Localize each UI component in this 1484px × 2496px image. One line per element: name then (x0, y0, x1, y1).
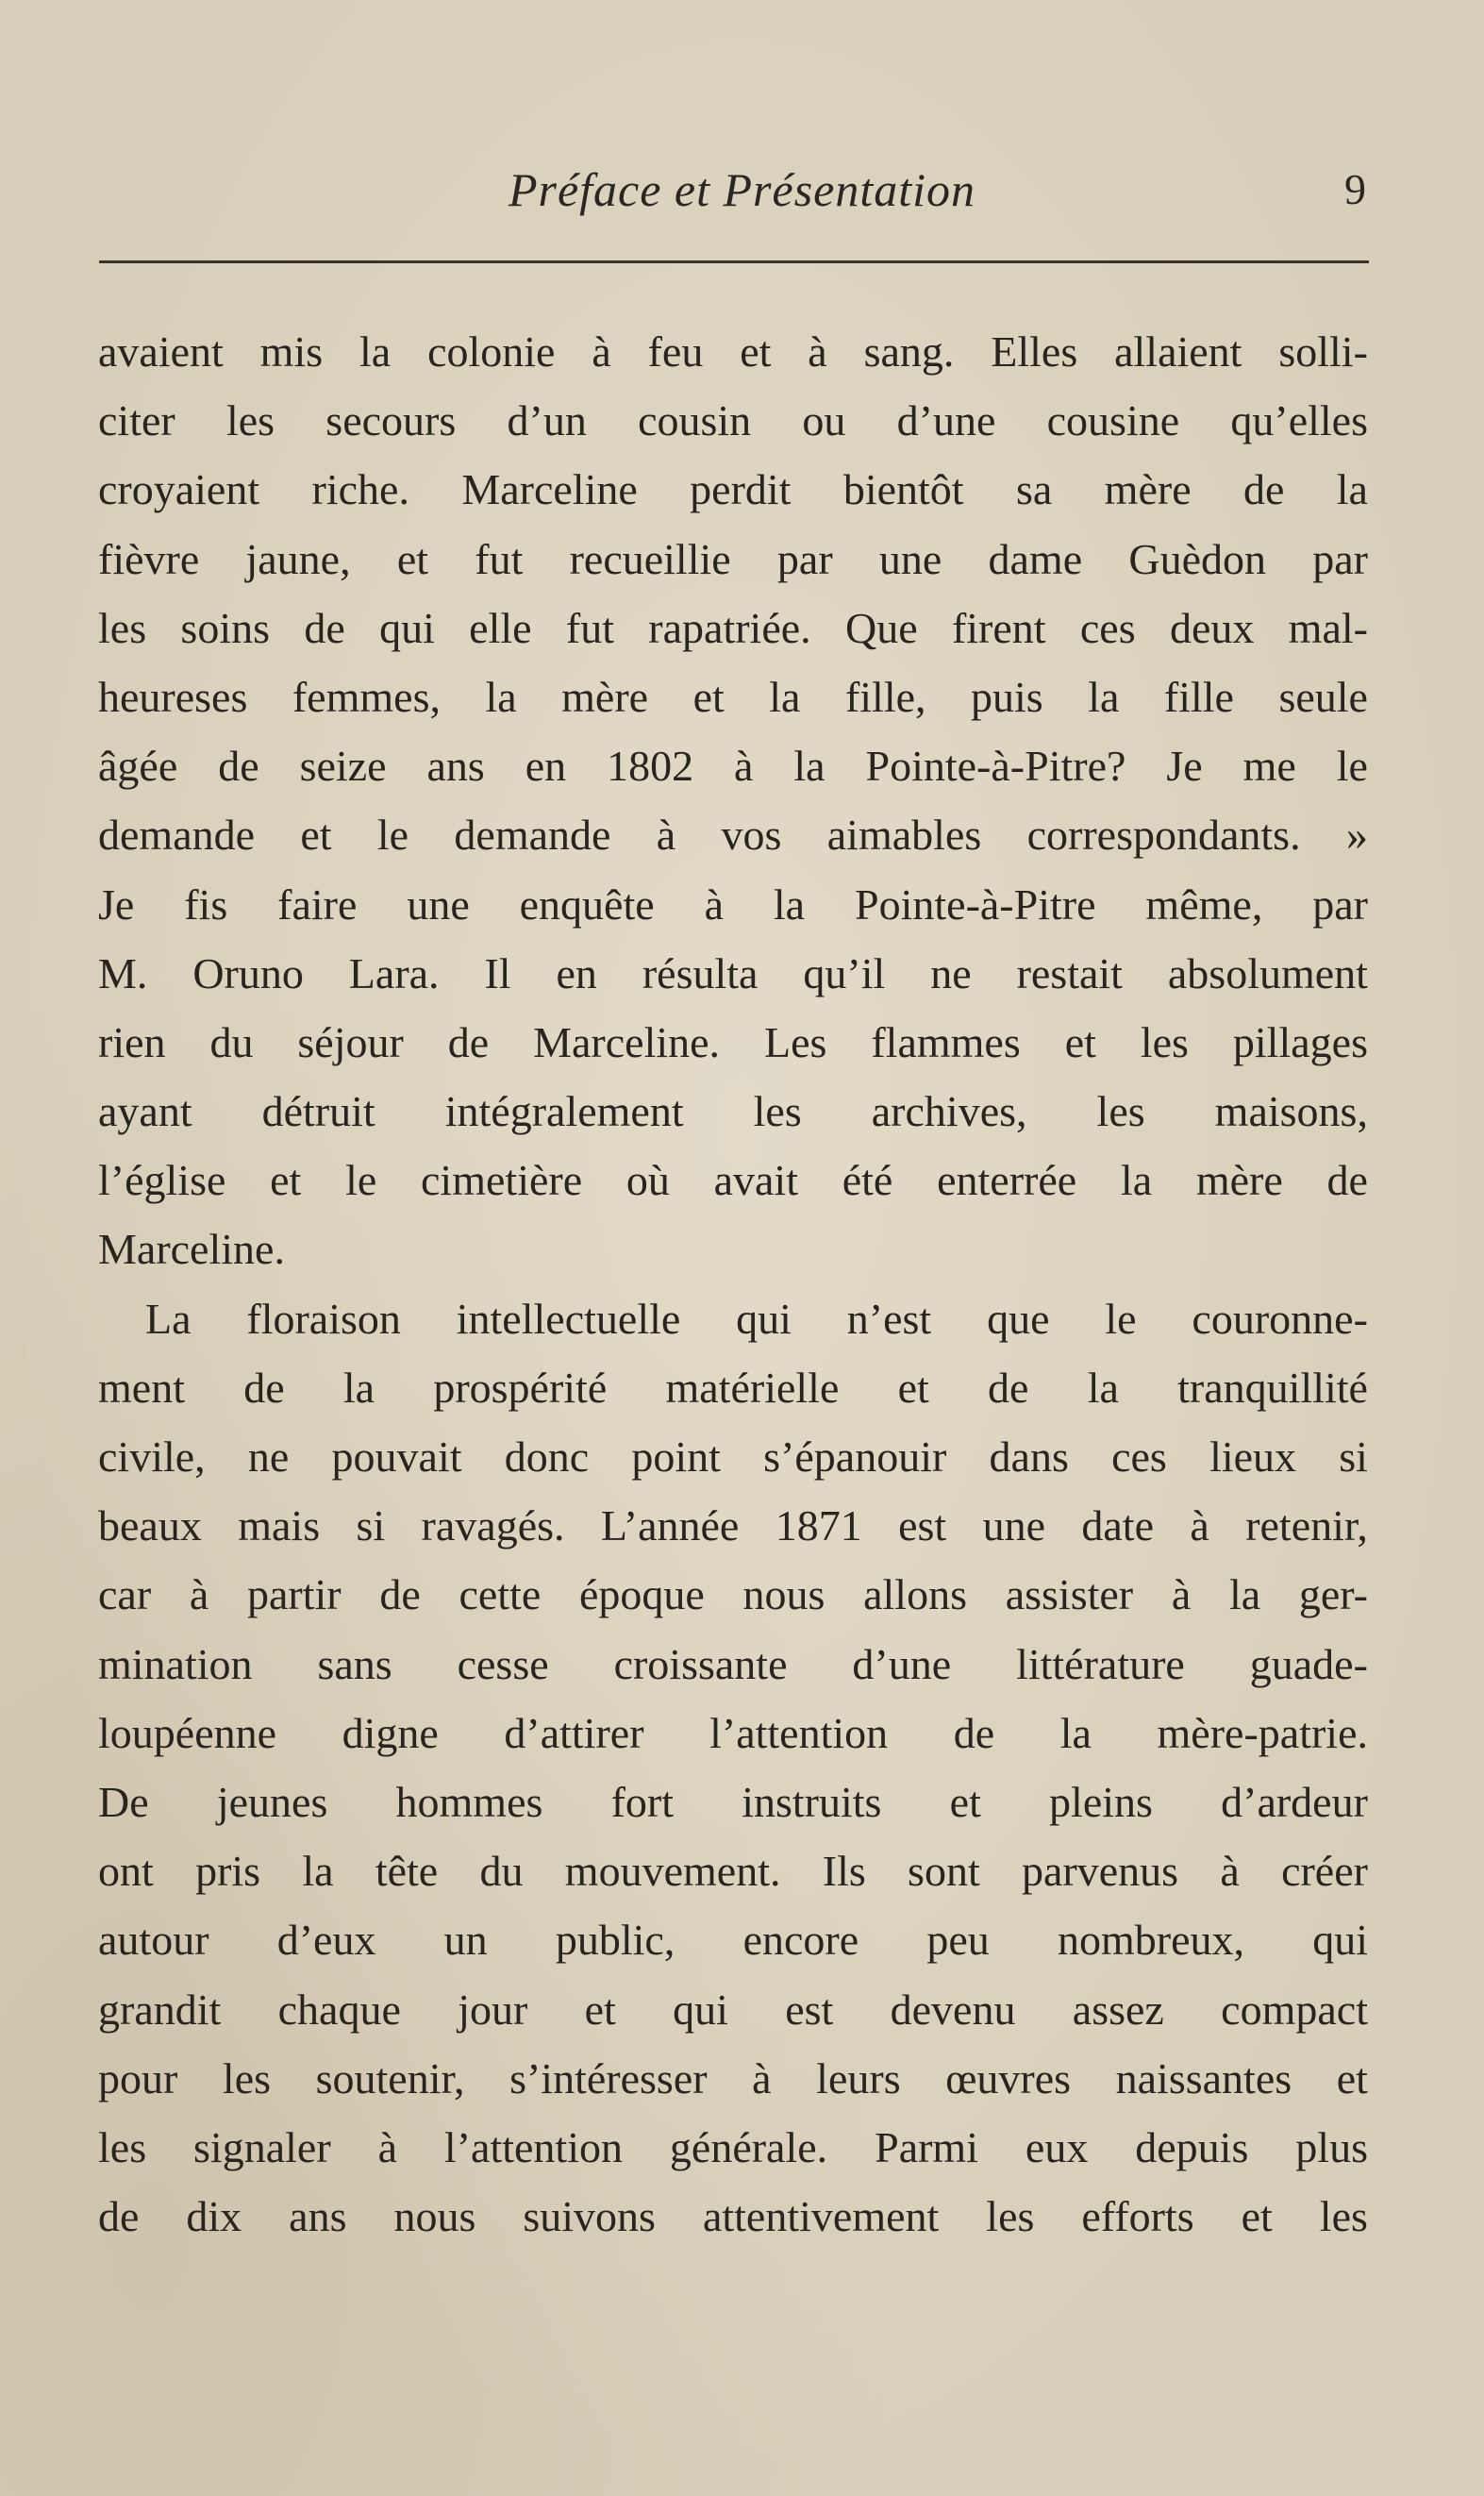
word: mère (1104, 465, 1192, 514)
word: âgée (98, 742, 178, 791)
word: autour (98, 1916, 209, 1965)
text-line (98, 525, 1368, 594)
text-line (98, 2182, 1368, 2251)
word: s’épanouir (763, 1432, 947, 1481)
word: à (1190, 1501, 1209, 1550)
word: de (1326, 1156, 1368, 1205)
word: et (300, 811, 332, 860)
word: pour (98, 2053, 178, 2102)
word: les (98, 603, 147, 652)
word: qu’elles (1230, 396, 1368, 445)
word: recueillie (569, 534, 731, 583)
word: que (987, 1294, 1050, 1343)
word: est (898, 1501, 947, 1550)
word: partir (246, 1570, 342, 1619)
word: citer (98, 396, 175, 445)
word: la (359, 327, 392, 376)
word: plus (1295, 2122, 1368, 2171)
word: demande (454, 811, 611, 860)
word: guade- (1249, 1639, 1368, 1688)
word: seule (1278, 672, 1368, 721)
word: solli- (1278, 327, 1368, 376)
word: digne (342, 1708, 439, 1757)
word: fort (610, 1777, 675, 1826)
word: œuvres (945, 2053, 1072, 2102)
word: Ils (822, 1847, 866, 1896)
word: Elles (991, 327, 1078, 376)
word: à (377, 2122, 397, 2171)
word: l’attention (709, 1708, 889, 1757)
word: cimetière (421, 1156, 583, 1205)
word: de (988, 1363, 1029, 1412)
word: loupéenne (98, 1708, 277, 1757)
text-line (98, 2044, 1368, 2113)
word: sang. (863, 327, 955, 376)
word: de (243, 1363, 285, 1412)
word: par (1312, 534, 1368, 583)
word: et (1241, 2192, 1273, 2241)
word: tête (375, 1847, 439, 1896)
word: mère (1195, 1156, 1283, 1205)
word: époque (578, 1570, 705, 1619)
word: été (842, 1156, 893, 1205)
word: pouvait (331, 1432, 462, 1481)
word: s’intéresser (509, 2053, 708, 2102)
word: si (356, 1501, 386, 1550)
word: beaux (98, 1501, 202, 1550)
word: Les (764, 1017, 827, 1066)
word: compact (1221, 1985, 1368, 2034)
word: sans (317, 1639, 392, 1688)
text-line (98, 1630, 1368, 1699)
word: à (704, 879, 724, 929)
word: Marceline. (98, 1225, 285, 1274)
text-line (98, 1905, 1368, 1974)
word: de (379, 1570, 421, 1619)
word: la (773, 879, 806, 929)
word: la (302, 1847, 334, 1896)
word: aimables (826, 811, 982, 860)
word: les (753, 1087, 802, 1136)
word: lieux (1209, 1432, 1297, 1481)
word: intellectuelle (456, 1294, 681, 1343)
text-line (98, 2113, 1368, 2182)
word: absolument (1167, 948, 1368, 997)
word: la (1059, 1708, 1092, 1757)
text-line (98, 1284, 1368, 1353)
word: femmes, (292, 672, 441, 721)
word: à (752, 2053, 772, 2102)
text-body (98, 317, 1368, 2251)
word: les (1096, 1087, 1145, 1136)
word: le (1105, 1294, 1137, 1343)
word: De (98, 1777, 149, 1826)
word: devenu (890, 1985, 1016, 2034)
word: tranquillité (1177, 1363, 1368, 1412)
word: Marceline. (533, 1017, 721, 1066)
word: le (376, 811, 409, 860)
word: soins (180, 603, 271, 652)
text-line (98, 731, 1368, 800)
word: Parmi (875, 2122, 978, 2171)
word: Je (1166, 742, 1203, 791)
word: d’ardeur (1221, 1777, 1368, 1826)
word: enquête (519, 879, 655, 929)
word: qui (736, 1294, 792, 1343)
word: dans (989, 1432, 1069, 1481)
word: fut (565, 603, 614, 652)
word: le (1336, 742, 1368, 791)
word: l’attention (443, 2122, 623, 2171)
word: naissantes (1115, 2053, 1292, 2102)
word: faire (277, 879, 358, 929)
word: couronne- (1192, 1294, 1368, 1343)
word: cousin (638, 396, 752, 445)
word: maisons, (1214, 1087, 1368, 1136)
word: résulta (642, 948, 759, 997)
word: croissante (613, 1639, 788, 1688)
word: la (769, 672, 801, 721)
word: de (304, 603, 345, 652)
word: ne (930, 948, 972, 997)
word: civile, (98, 1432, 206, 1481)
word: qui (379, 603, 435, 652)
text-line (98, 317, 1368, 386)
word: mal- (1288, 603, 1368, 652)
word: ces (1079, 603, 1136, 652)
word: signaler (193, 2122, 331, 2171)
word: par (776, 534, 833, 583)
word: qui (1312, 1916, 1368, 1965)
word: la (342, 1363, 375, 1412)
word: et (270, 1156, 302, 1205)
word: flammes (871, 1017, 1021, 1066)
word: point (631, 1432, 721, 1481)
word: sont (908, 1847, 980, 1896)
word: heureses (98, 672, 248, 721)
word: matérielle (665, 1363, 840, 1412)
word: du (479, 1847, 524, 1896)
word: encore (742, 1916, 859, 1965)
word: les (1319, 2192, 1368, 2241)
word: les (222, 2053, 272, 2102)
word: chaque (277, 1985, 401, 2034)
word: sa (1015, 465, 1053, 514)
text-line (98, 1767, 1368, 1836)
word: peu (926, 1916, 990, 1965)
word: mination (98, 1639, 253, 1688)
word: à (734, 742, 754, 791)
word: restait (1016, 948, 1123, 997)
word: jeunes (216, 1777, 328, 1826)
word: ont (98, 1847, 154, 1896)
word: mais (238, 1501, 321, 1550)
word: puis (971, 672, 1043, 721)
running-head (0, 162, 1484, 228)
word: détruit (261, 1087, 375, 1136)
word: les (986, 2192, 1035, 2241)
word: seize (299, 742, 387, 791)
word: la (1228, 1570, 1261, 1619)
word: qu’il (803, 948, 886, 997)
word: la (1336, 465, 1368, 514)
text-line (98, 1008, 1368, 1077)
word: un (443, 1916, 488, 1965)
word: de (218, 742, 259, 791)
word: Que (844, 603, 918, 652)
word: 1871 (775, 1501, 862, 1550)
word: Oruno (192, 948, 304, 997)
word: la (1088, 672, 1120, 721)
word: grandit (98, 1985, 222, 2034)
word: leurs (816, 2053, 901, 2102)
word: du (209, 1017, 254, 1066)
page-number: 9 (1344, 165, 1366, 213)
word: ou (802, 396, 846, 445)
word: ayant (98, 1087, 192, 1136)
text-line (98, 1353, 1368, 1422)
word: car (98, 1570, 152, 1619)
word: firent (951, 603, 1046, 652)
word: pris (195, 1847, 261, 1896)
word: feu (647, 327, 704, 376)
word: date (1081, 1501, 1155, 1550)
word: de (447, 1017, 490, 1066)
word: suivons (523, 2192, 656, 2241)
word: mis (259, 327, 324, 376)
word: vos (721, 811, 782, 860)
word: et (740, 327, 772, 376)
word: attentivement (702, 2192, 940, 2241)
word: pleins (1049, 1777, 1153, 1826)
word: instruits (742, 1777, 882, 1826)
word: Lara. (348, 948, 440, 997)
word: » (1345, 811, 1368, 860)
text-line (98, 1975, 1368, 2044)
word: cesse (457, 1639, 549, 1688)
word: avaient (98, 327, 224, 376)
word: ne (247, 1432, 290, 1481)
word: littérature (1016, 1639, 1185, 1688)
word: perdit (690, 465, 792, 514)
word: nous (742, 1570, 825, 1619)
word: mère-patrie. (1157, 1708, 1368, 1757)
word: par (1312, 879, 1368, 929)
word: et (692, 672, 725, 721)
word: de (1242, 465, 1285, 514)
word: fis (184, 879, 228, 929)
word: parvenus (1022, 1847, 1179, 1896)
word: l’église (98, 1156, 226, 1205)
word: en (525, 742, 567, 791)
word: deux (1169, 603, 1255, 652)
word: efforts (1081, 2192, 1194, 2241)
text-line (98, 1214, 1368, 1283)
text-line (98, 939, 1368, 1008)
word: Guèdon (1128, 534, 1266, 583)
word: fille (1163, 672, 1234, 721)
word: ger- (1298, 1570, 1368, 1619)
word: en (556, 948, 597, 997)
word: mouvement. (564, 1847, 781, 1896)
word: la (1087, 1363, 1119, 1412)
word: est (785, 1985, 834, 2034)
word: bientôt (842, 465, 964, 514)
word: demande (98, 811, 256, 860)
word: une (407, 879, 470, 929)
word: cousine (1046, 396, 1180, 445)
text-line (98, 800, 1368, 869)
word: créer (1281, 1847, 1368, 1896)
word: soutenir, (315, 2053, 465, 2102)
word: à (189, 1570, 209, 1619)
word: enterrée (937, 1156, 1077, 1205)
word: à (808, 327, 827, 376)
word: à (656, 811, 676, 860)
word: la (793, 742, 825, 791)
text-line (98, 386, 1368, 455)
word: séjour (297, 1017, 404, 1066)
word: secours (325, 396, 457, 445)
word: à (592, 327, 611, 376)
word: une (878, 534, 942, 583)
word: de (98, 2192, 140, 2241)
word: Je (98, 879, 135, 929)
word: si (1339, 1432, 1368, 1481)
word: d’un (507, 396, 587, 445)
word: public, (555, 1916, 675, 1965)
word: rapatriée. (648, 603, 811, 652)
text-line (98, 1560, 1368, 1629)
word: le (345, 1156, 377, 1205)
word: assez (1072, 1985, 1164, 2034)
text-line (98, 870, 1368, 939)
word: qui (673, 1985, 728, 2034)
word: retenir, (1245, 1501, 1368, 1550)
word: générale. (669, 2122, 828, 2171)
word: cette (459, 1570, 542, 1619)
word: les (225, 396, 275, 445)
word: fièvre (98, 534, 200, 583)
word: floraison (246, 1294, 401, 1343)
word: pillages (1232, 1017, 1368, 1066)
word: assister (1005, 1570, 1134, 1619)
text-line (98, 455, 1368, 524)
word: ravagés. (421, 1501, 565, 1550)
word: une (982, 1501, 1046, 1550)
word: la (1120, 1156, 1153, 1205)
word: archives, (871, 1087, 1027, 1136)
word: même, (1145, 879, 1263, 929)
word: où (625, 1156, 670, 1205)
word: La (145, 1294, 192, 1343)
word: donc (504, 1432, 590, 1481)
text-line (98, 1836, 1368, 1905)
word: prospérité (433, 1363, 608, 1412)
word: et (584, 1985, 616, 2034)
text-line (98, 594, 1368, 662)
word: fille, (844, 672, 926, 721)
header-rule (99, 260, 1369, 263)
word: ans (289, 2192, 347, 2241)
word: nous (393, 2192, 476, 2241)
text-line (98, 1146, 1368, 1214)
word: eux (1025, 2122, 1089, 2171)
word: jaune, (245, 534, 351, 583)
word: allons (863, 1570, 967, 1619)
text-line (98, 1422, 1368, 1491)
word: et (1064, 1017, 1096, 1066)
word: croyaient (98, 465, 260, 514)
word: et (1336, 2053, 1368, 2102)
word: allaient (1114, 327, 1242, 376)
word: de (953, 1708, 995, 1757)
word: la (485, 672, 517, 721)
word: d’une (852, 1639, 952, 1688)
word: et (897, 1363, 929, 1412)
word: et (949, 1777, 981, 1826)
word: fut (475, 534, 524, 583)
word: jour (458, 1985, 528, 2034)
word: intégralement (444, 1087, 684, 1136)
word: Il (484, 948, 511, 997)
word: dame (988, 534, 1083, 583)
word: les (1140, 1017, 1189, 1066)
word: L’année (600, 1501, 740, 1550)
text-line (98, 1699, 1368, 1767)
word: rien (98, 1017, 166, 1066)
text-line (98, 1491, 1368, 1560)
word: à (1171, 1570, 1192, 1619)
word: elle (469, 603, 532, 652)
word: ces (1111, 1432, 1167, 1481)
word: correspondants. (1026, 811, 1301, 860)
word: d’eux (276, 1916, 376, 1965)
running-title: Préface et Présentation (508, 163, 976, 216)
text-line (98, 1077, 1368, 1146)
word: me (1242, 742, 1296, 791)
word: à (1220, 1847, 1240, 1896)
word: 1802 (607, 742, 694, 791)
word: colonie (427, 327, 556, 376)
word: ans (426, 742, 485, 791)
text-line (98, 662, 1368, 731)
word: mère (561, 672, 649, 721)
word: avait (713, 1156, 798, 1205)
word: riche. (311, 465, 409, 514)
word: d’attirer (504, 1708, 644, 1757)
word: hommes (395, 1777, 543, 1826)
word: et (396, 534, 429, 583)
word: dix (186, 2192, 242, 2241)
word: n’est (846, 1294, 932, 1343)
word: d’une (896, 396, 996, 445)
word: depuis (1135, 2122, 1249, 2171)
word: ment (98, 1363, 185, 1412)
word: Pointe-à-Pitre? (865, 742, 1126, 791)
word: Pointe-à-Pitre (855, 879, 1096, 929)
word: nombreux, (1057, 1916, 1244, 1965)
word: Marceline (461, 465, 638, 514)
word: M. (98, 948, 148, 997)
word: les (98, 2122, 147, 2171)
